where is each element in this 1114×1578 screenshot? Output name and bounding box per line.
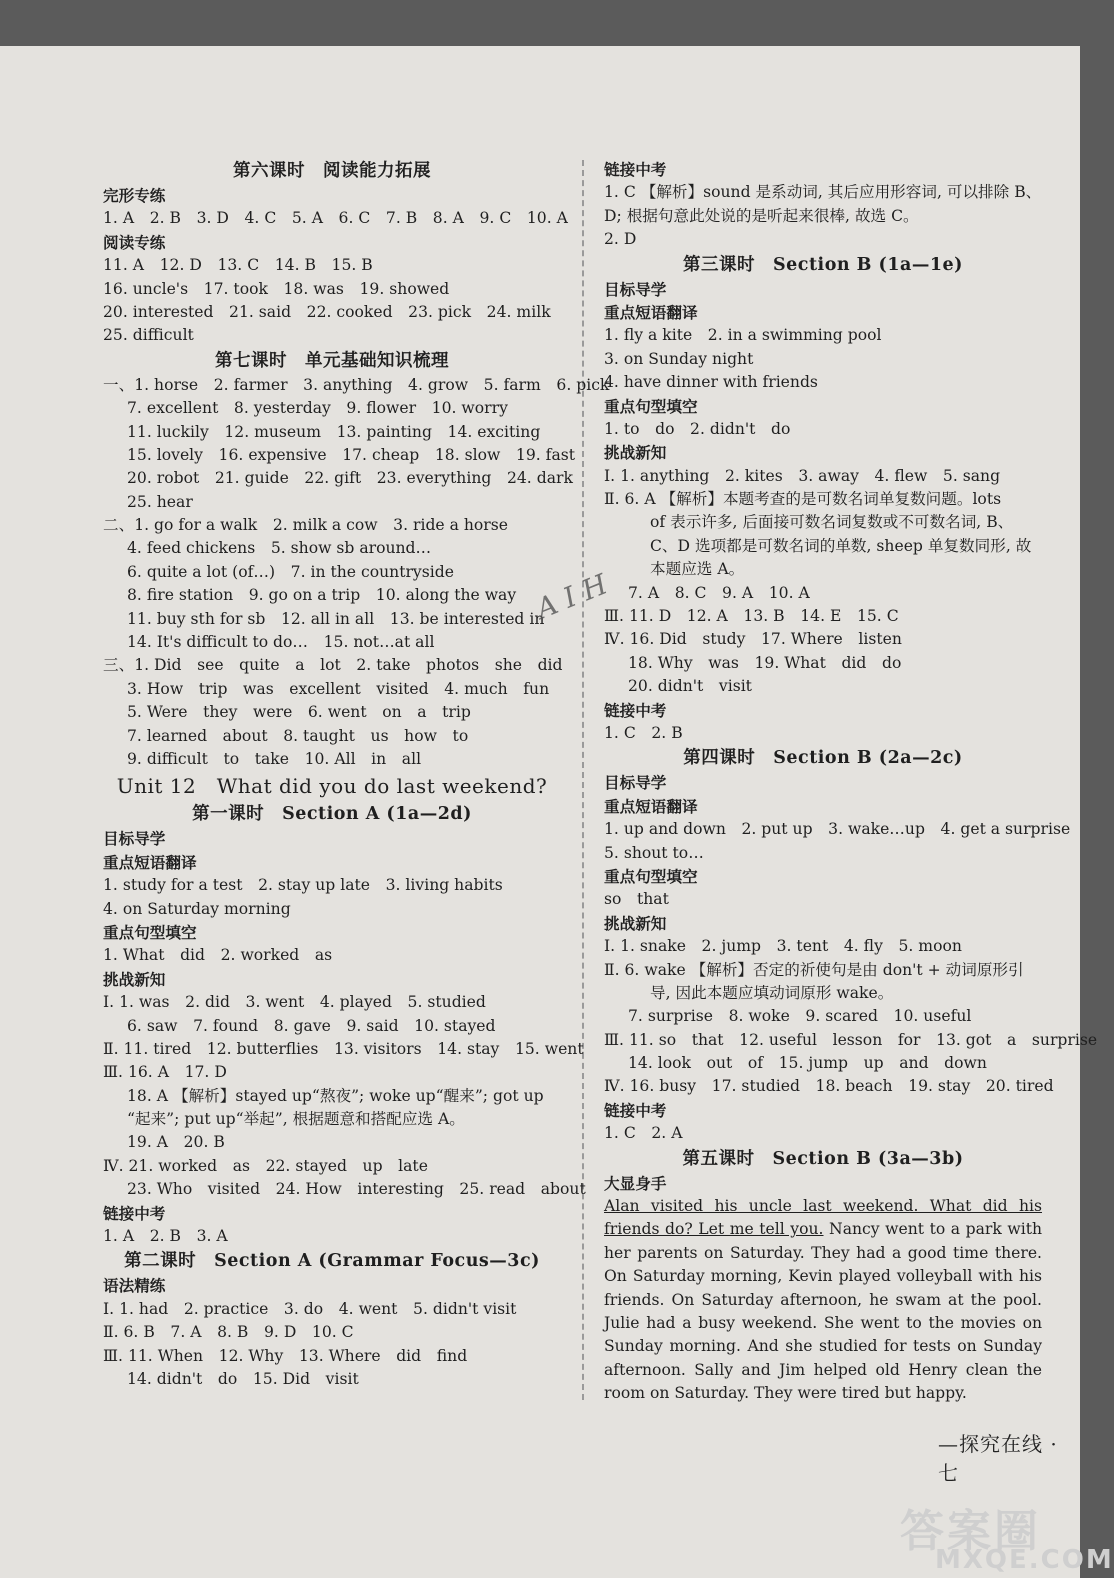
answer-line: 1. C 2. A [604,1124,683,1143]
answer-line: 4. on Saturday morning [103,899,291,918]
section-label: 重点短语翻译 [604,796,698,816]
watermark-logo [900,1495,1114,1575]
answer-line: 3. on Sunday night [604,349,754,368]
answer-line: 一、1. horse 2. farmer 3. anything 4. grow 5. farm 6. pick [103,375,610,394]
answer-line: 20. robot 21. guide 22. gift 23. everything 24. dark [127,469,573,488]
unit-title: Unit 12 What did you do last weekend? [116,774,548,799]
answer-line: 18. Why was 19. What did do [628,653,902,672]
section-label: 挑战新知 [604,443,667,463]
answer-line: Ⅳ. 21. worked as 22. stayed up late [103,1156,428,1175]
answer-line: 三、1. Did see quite a lot 2. take photos she did [103,656,563,675]
answer-line: 7. excellent 8. yesterday 9. flower 10. worry [127,399,508,418]
answer-line: Ⅲ. 16. A 17. D [103,1063,227,1082]
section-label: 语法精练 [103,1276,166,1296]
answer-line: Ⅱ. 6. A 【解析】本题考查的是可数名词单复数问题。lots [604,490,1002,509]
answer-line: 1. A 2. B 3. A [103,1227,228,1246]
answer-line: 14. didn't do 15. Did visit [127,1369,359,1388]
answer-line: 11. buy sth for sb 12. all in all 13. be interested in [127,609,545,628]
answer-line: “起来”; put up“举起”, 根据题意和搭配应选 A。 [127,1110,465,1129]
answer-line: 1. to do 2. didn't do [604,419,791,438]
answer-line: 1. fly a kite 2. in a swimming pool [604,326,882,345]
answer-line: 25. hear [127,492,193,511]
section-label: 重点句型填空 [103,922,197,942]
section-label: 链接中考 [604,1100,667,1120]
answer-line: 25. difficult [103,326,194,345]
answer-line: 5. shout to… [604,843,704,862]
answer-line: 6. quite a lot (of…) 7. in the countryside [127,562,454,581]
answer-line: 14. look out of 15. jump up and down [628,1054,987,1073]
answer-line: 14. It's difficult to do… 15. not…at all [127,633,435,652]
watermark-site-text: MXQE.COM [935,1545,1114,1575]
section-label: 目标导学 [103,829,166,849]
answer-line: Ⅰ. 1. anything 2. kites 3. away 4. flew 5. sang [604,466,1001,485]
section-label: 阅读专练 [103,232,166,252]
answer-line: 16. uncle's 17. took 18. was 19. showed [103,279,450,298]
answer-line: 11. luckily 12. museum 13. painting 14. exciting [127,422,541,441]
section-label: 目标导学 [604,279,667,299]
answer-line: 23. Who visited 24. How interesting 25. read about [127,1180,586,1199]
section-label: 挑战新知 [604,913,667,933]
answer-line: C、D 选项都是可数名词的单数, sheep 单复数同形, 故 [650,536,1032,555]
section-label: 大显身手 [604,1173,667,1193]
answer-line: 1. C 【解析】sound 是系动词, 其后应用形容词, 可以排除 B、 [604,183,1042,202]
answer-line: 二、1. go for a walk 2. milk a cow 3. ride a horse [103,516,508,535]
answer-line: 6. saw 7. found 8. gave 9. said 10. stayed [127,1016,496,1035]
answer-line: Ⅲ. 11. so that 12. useful lesson for 13. got a surprise [604,1030,1098,1049]
passage-topic-sentence: Alan visited his uncle last weekend. What did his friends do? Let me tell you. [604,1197,1042,1239]
answer-line: Ⅱ. 6. wake 【解析】否定的祈使句是由 don't + 动词原形引 [604,960,1024,979]
answer-line: Ⅱ. 6. B 7. A 8. B 9. D 10. C [103,1323,354,1342]
writing-passage [604,1195,1042,1406]
page-footer: —探究在线 · 七 [938,1432,1058,1485]
answer-line: of 表示许多, 后面接可数名词复数或不可数名词, B、 [650,513,1014,532]
section-label: 重点句型填空 [604,396,698,416]
lesson-heading: 第三课时 Section B (1a—1e) [683,254,963,275]
passage-body: Nancy went to a park with her parents on Saturday. They had a good time there. On Saturday morning, Kevin played volleyball with his friends. On Saturday afternoon, he swam at the pool. Julie had a busy weekend. She went to the movies on Sunday morning. And she studied for tests on Sunday afternoon. Sally and Jim helped old Henry clean the room on Saturday. They were tired but happy. [604,1220,1043,1403]
answer-line: 8. fire station 9. go on a trip 10. along the way [127,586,517,605]
answer-line: Ⅲ. 11. When 12. Why 13. Where did find [103,1346,468,1365]
answer-line: 3. How trip was excellent visited 4. much fun [127,679,550,698]
answer-line: 1. up and down 2. put up 3. wake…up 4. get a surprise [604,820,1071,839]
answer-line: Ⅰ. 1. was 2. did 3. went 4. played 5. studied [103,993,486,1012]
answer-line: 1. study for a test 2. stay up late 3. living habits [103,876,503,895]
right-column [604,158,1098,1406]
answer-line: Ⅳ. 16. busy 17. studied 18. beach 19. stay 20. tired [604,1077,1054,1096]
answer-line: 4. have dinner with friends [604,373,818,392]
answer-line: 1. C 2. B [604,723,683,742]
answer-line: 9. difficult to take 10. All in all [127,749,422,768]
section-label: 链接中考 [604,160,667,179]
watermark-logo-text: 答案圈 [900,1506,1041,1557]
lesson-heading: 第四课时 Section B (2a—2c) [683,748,963,769]
answer-line: 20. didn't visit [628,677,752,696]
answer-line: 2. D [604,230,637,249]
answer-line: 11. A 12. D 13. C 14. B 15. B [103,256,373,275]
answer-line: Ⅰ. 1. snake 2. jump 3. tent 4. fly 5. moon [604,937,962,956]
lesson-heading: 第七课时 单元基础知识梳理 [215,350,449,371]
section-label: 重点句型填空 [604,866,698,886]
section-label: 完形专练 [103,186,166,205]
lesson-heading: 第一课时 Section A (1a—2d) [192,804,472,825]
section-label: 链接中考 [604,700,667,720]
section-label: 目标导学 [604,773,667,793]
answer-line: 5. Were they were 6. went on a trip [127,703,471,722]
section-label: 重点短语翻译 [604,302,698,322]
section-label: 链接中考 [103,1203,166,1223]
answer-line: 15. lovely 16. expensive 17. cheap 18. slow 19. fast [127,445,576,464]
answer-line: D; 根据句意此处说的是听起来很棒, 故选 C。 [604,206,919,225]
answer-line: 7. A 8. C 9. A 10. A [628,583,810,602]
answer-line: so that [604,890,669,909]
section-label: 挑战新知 [103,969,166,989]
answer-line: 1. A 2. B 3. D 4. C 5. A 6. C 7. B 8. A 9. C 10. A [103,209,568,228]
lesson-heading: 第五课时 Section B (3a—3b) [682,1148,964,1169]
answer-line: 7. surprise 8. woke 9. scared 10. useful [628,1007,972,1026]
answer-line: 导, 因此本题应填动词原形 wake。 [650,983,894,1002]
handwritten-mark: A I H [531,567,613,626]
answer-line: Ⅱ. 11. tired 12. butterflies 13. visitors 14. stay 15. went [103,1039,584,1058]
answer-line: 4. feed chickens 5. show sb around… [127,539,432,558]
lesson-heading: 第六课时 阅读能力拓展 [233,161,431,181]
answer-line: Ⅲ. 11. D 12. A 13. B 14. E 15. C [604,607,899,626]
column-divider [582,160,584,1400]
answer-line: 本题应选 A。 [650,560,745,579]
answer-line: 19. A 20. B [127,1133,225,1152]
answer-line: 20. interested 21. said 22. cooked 23. pick 24. milk [103,302,551,321]
answer-line: Ⅰ. 1. had 2. practice 3. do 4. went 5. didn't visit [103,1299,517,1318]
lesson-heading: 第二课时 Section A (Grammar Focus—3c) [124,1251,540,1272]
answer-line: 7. learned about 8. taught us how to [127,726,469,745]
answer-line: 1. What did 2. worked as [103,946,333,965]
section-label: 重点短语翻译 [103,852,197,872]
answer-line: 18. A 【解析】stayed up“熬夜”; woke up“醒来”; got up [127,1086,544,1105]
answer-line: Ⅳ. 16. Did study 17. Where listen [604,630,902,649]
